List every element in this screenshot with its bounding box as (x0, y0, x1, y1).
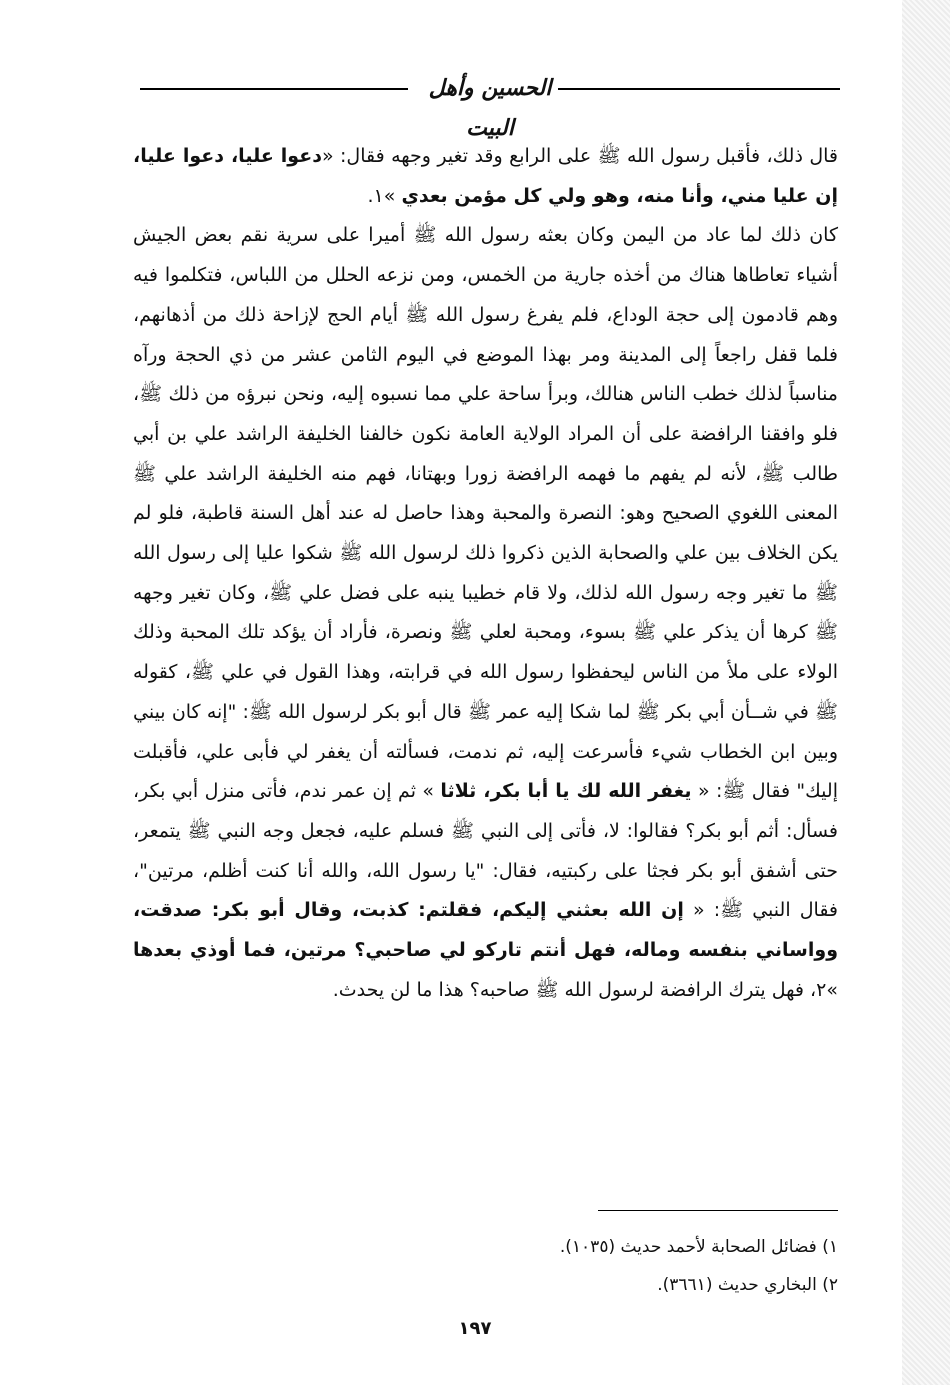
footnote-divider (598, 1210, 838, 1211)
paragraph-2-start: كان ذلك لما عاد من اليمن وكان بعثه رسول الله ﷺ أميرا على سرية نقم بعض الجيش أشياء تعاطاها هناك من أخذه جارية من الخمس، ومن نزعه الحلل من اللباس، فتكلموا فيه وهم قادمون إلى حجة الوداع، فلم يفرغ رسول الله ﷺ أيام الحج لإزاحة ذلك من أذهانهم، فلما قفل راجعاً إلى المدينة ومر بهذا الموضع في اليوم الثامن عشر من ذي الحجة ورآه مناسباً لذلك خطب الناس هنالك، وبرأ ساحة علي مما نسبوه إليه، ونحن نبرؤه من ذلك ﷺ، فلو وافقنا الرافضة على أن المراد الولاية العامة نكون خالفنا الخليفة الراشد علي بن أبي طالب ﷺ، لأنه لم يفهم ما فهمه الرافضة زورا وبهتانا، فهم منه الخليفة الراشد علي ﷺ المعنى اللغوي الصحيح وهو: النصرة والمحبة وهذا حاصل له عند أهل السنة قاطبة، فلو لم يكن الخلاف بين علي والصحابة الذين ذكروا ذلك لرسول الله ﷺ شكوا عليا إلى رسول الله ﷺ ما تغير وجه رسول الله لذلك، ولا قام خطيبا ينبه على فضل علي ﷺ، وكان تغير وجهه ﷺ كرها أن يذكر علي ﷺ بسوء، ومحبة لعلي ﷺ ونصرة، فأراد أن يؤكد تلك المحبة وذلك الولاء على ملأ من الناس ليحفظوا رسول الله في قرابته، وهذا القول في علي ﷺ، كقوله ﷺ في شــأن أبي بكر ﷺ لما شكا إليه عمر ﷺ قال أبو بكر لرسول الله ﷺ: "إنه كان بيني وبين ابن الخطاب شيء فأسرعت إليه، ثم ندمت، فسألته أن يغفر لي فأبى علي، فأقبلت إليك" فقال ﷺ: « (133, 224, 838, 803)
hadith-quote-1: دعوا عليا، دعوا عليا، إن عليا مني، وأنا منه، وهو ولي كل مؤمن بعدي (133, 145, 838, 207)
paragraph-1 (133, 137, 838, 216)
paragraph-2-middle: » ثم إن عمر ندم، فأتى منزل أبي بكر، فسأل: أثم أبو بكر؟ فقالوا: لا، فأتى إلى النبي ﷺ فسلم عليه، فجعل وجه النبي ﷺ يتمعر، حتى أشفق أبو بكر فجثا على ركبتيه، فقال: "يا رسول الله، والله أنا كنت أظلم، مرتين"، فقال النبي ﷺ: « (133, 780, 839, 922)
hadith-quote-2: يغفر الله لك يا أبا بكر، ثلاثا (440, 780, 692, 803)
footnote-2: ٢) البخاري حديث (٣٦٦١). (657, 1275, 838, 1295)
paragraph-2-end: »٢، فهل يترك الرافضة لرسول الله ﷺ صاحبه؟ هذا ما لن يحدث. (332, 978, 838, 1001)
page-edge-texture (902, 0, 950, 1385)
footnote-1: ١) فضائل الصحابة لأحمد حديث (١٠٣٥). (559, 1237, 838, 1257)
header-rule-left (140, 88, 408, 90)
page-header (140, 60, 840, 141)
footnotes (238, 1228, 838, 1304)
paragraph-1-end: »١. (367, 184, 402, 207)
paragraph-2 (133, 216, 838, 1010)
header-rule-right (558, 88, 840, 90)
paragraph-1-start: قال ذلك، فأقبل رسول الله ﷺ على الرابع وقد تغير وجهه فقال: « (321, 145, 838, 167)
main-text (133, 137, 838, 1010)
hadith-quote-3: إن الله بعثني إليكم، فقلتم: كذبت، وقال أبو بكر: صدقت، وواساني بنفسه وماله، فهل أنتم تاركو لي صاحبي؟ مرتين، فما أوذي بعدها (133, 899, 838, 962)
page-number: ١٩٧ (458, 1318, 492, 1339)
header-emblem: الحسين وأهل البيت (428, 75, 552, 141)
